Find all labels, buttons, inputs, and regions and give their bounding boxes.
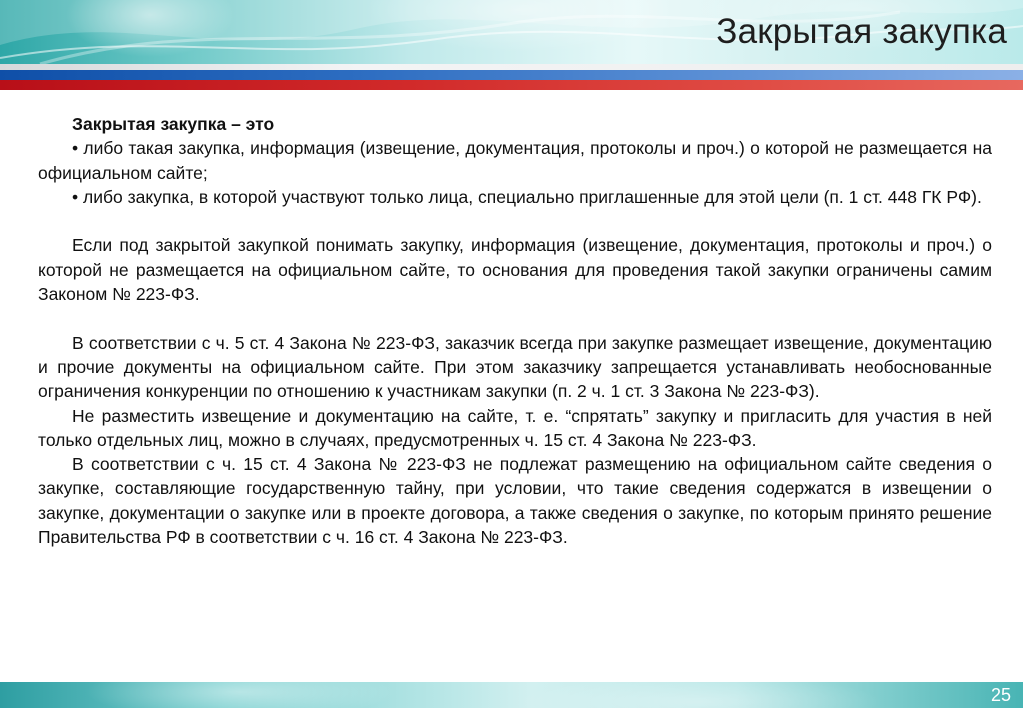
paragraph-law-part-15: В соответствии с ч. 15 ст. 4 Закона № 223-ФЗ не подлежат размещению на официальном сайте сведения о закупке, составляющие государственную тайну, при условии, что такие сведения содержатся в извещении о закупке, документации о закупке или в проекте договора, а также сведения о закупке, по которым принято решение Правительства РФ в соответствии с ч. 16 ст. 4 Закона № 223-ФЗ.: [38, 454, 992, 548]
paragraph-closed-procurement-grounds: Если под закрытой закупкой понимать закупку, информация (извещение, документация, протоколы и проч.) о которой не размещается на официальном сайте, то основания для проведения такой закупки ограничены самим Законом № 223-ФЗ.: [38, 235, 992, 305]
slide-header: [0, 0, 1023, 64]
definition-bullet-2: • либо закупка, в которой участвуют только лица, специально приглашенные для этой цели (п. 1 ст. 448 ГК РФ).: [72, 186, 982, 207]
paragraph-hidden-procurement: Не разместить извещение и документацию на сайте, т. е. “спрятать” закупку и пригласить для участия в ней только отдельных лиц, можно в случаях, предусмотренных ч. 15 ст. 4 Закона № 223-ФЗ.: [38, 405, 992, 450]
slide-footer: [0, 682, 1023, 708]
slide-body: [38, 112, 992, 549]
definition-bullet-1: • либо такая закупка, информация (извещение, документация, протоколы и проч.) о которой не размещается на официальном сайте;: [38, 138, 992, 183]
paragraph-law-part-5: В соответствии с ч. 5 ст. 4 Закона № 223-ФЗ, заказчик всегда при закупке размещает извещение, документацию и прочие документы на официальном сайте. При этом заказчику запрещается устанавливать необоснованные ограничения конкуренции по отношению к участникам закупки (п. 2 ч. 1 ст. 3 Закона № 223-ФЗ).: [38, 332, 992, 402]
flag-band-blue: [0, 70, 1023, 80]
definition-heading: Закрытая закупка – это: [72, 114, 275, 134]
flag-band-red: [0, 80, 1023, 90]
page-number: 25: [990, 685, 1011, 705]
slide-title: Закрытая закупка: [716, 12, 1007, 51]
